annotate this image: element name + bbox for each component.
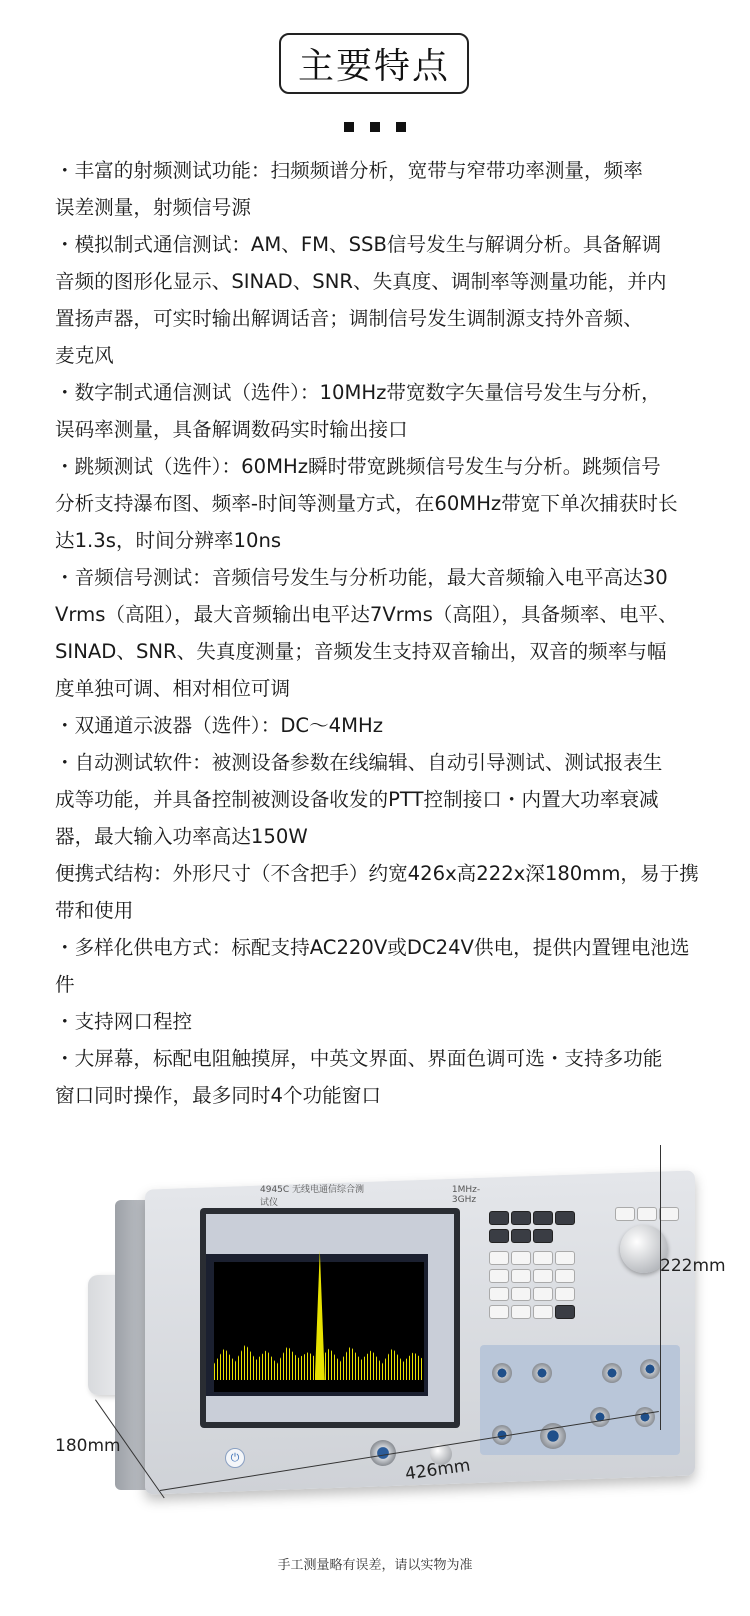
keypad-key bbox=[511, 1211, 531, 1225]
keypad-key bbox=[511, 1251, 531, 1265]
feature-item: ・模拟制式通信测试：AM、FM、SSB信号发生与解调分析。具备解调 音频的图形化显示、SINAD、SNR、失真度、调制率等测量功能，并内 置扬声器，可实时输出解调话音；调制信号发生调制源支持外音频、 麦克风 bbox=[55, 233, 667, 367]
keypad-key bbox=[555, 1269, 575, 1283]
keypad-key bbox=[615, 1207, 635, 1221]
decorative-dots bbox=[344, 122, 406, 132]
feature-item: ・丰富的射频测试功能：扫频频谱分析，宽带与窄带功率测量，频率 误差测量，射频信号源 bbox=[55, 159, 643, 219]
screen-top-panel bbox=[206, 1214, 454, 1254]
dot bbox=[396, 122, 406, 132]
device-freq-label: 1MHz-3GHz bbox=[451, 1185, 481, 1205]
keypad-key bbox=[511, 1287, 531, 1301]
keypad-key bbox=[489, 1251, 509, 1265]
feature-item: ・音频信号测试：音频信号发生与分析功能，最大音频输入电平高达30 Vrms（高阻），最大音频输出电平达7Vrms（高阻），具备频率、电平、 SINAD、SNR、失真度测量；音频发生支持双音输出，双音的频率与幅 度单独可调、相对相位可调 bbox=[55, 566, 678, 700]
keypad-key bbox=[511, 1269, 531, 1283]
keypad-key bbox=[533, 1251, 553, 1265]
keypad-key bbox=[489, 1305, 509, 1319]
keypad-key bbox=[533, 1269, 553, 1283]
depth-dimension-label: 180mm bbox=[55, 1436, 121, 1456]
connector-port bbox=[492, 1363, 512, 1383]
device-model-strip bbox=[160, 1185, 500, 1208]
feature-list bbox=[55, 152, 725, 1114]
keypad-key bbox=[489, 1211, 509, 1225]
power-icon: ⏻ bbox=[225, 1448, 245, 1468]
spectrum-display bbox=[214, 1262, 424, 1392]
feature-item: ・自动测试软件：被测设备参数在线编辑、自动引导测试、测试报表生 成等功能，并具备控制被测设备收发的PTT控制接口・内置大功率衰减 器，最大输入功率高达150W bbox=[55, 751, 663, 848]
connector-port bbox=[532, 1363, 552, 1383]
keypad-key bbox=[511, 1305, 531, 1319]
feature-item: ・数字制式通信测试（选件）：10MHz带宽数字矢量信号发生与分析， 误码率测量，具备解调数码实时输出接口 bbox=[55, 381, 661, 441]
feature-item: ・双通道示波器（选件）：DC～4MHz bbox=[55, 714, 384, 737]
feature-item: 便携式结构：外形尺寸（不含把手）约宽426x高222x深180mm，易于携 带和使用 bbox=[55, 862, 699, 922]
keypad-key bbox=[659, 1207, 679, 1221]
keypad-key bbox=[489, 1287, 509, 1301]
keypad-key bbox=[555, 1211, 575, 1225]
keypad-key bbox=[489, 1229, 509, 1243]
keypad-key bbox=[533, 1211, 553, 1225]
keypad-key bbox=[555, 1287, 575, 1301]
height-dimension-label: 222mm bbox=[660, 1256, 726, 1276]
keypad-key bbox=[555, 1251, 575, 1265]
page-title: 主要特点 bbox=[279, 33, 469, 94]
keypad-key bbox=[555, 1305, 575, 1319]
connector-port bbox=[640, 1359, 660, 1379]
keypad-key bbox=[511, 1229, 531, 1243]
connector-port bbox=[635, 1407, 655, 1427]
device-screen bbox=[206, 1214, 454, 1422]
io-connector-panel bbox=[480, 1345, 680, 1455]
device-model-label: 4945C 无线电通信综合测试仪 bbox=[260, 1185, 365, 1208]
device-screen-frame bbox=[200, 1208, 460, 1428]
screen-bottom-bar bbox=[206, 1396, 428, 1422]
device-illustration bbox=[40, 1160, 750, 1540]
feature-item: ・大屏幕，标配电阻触摸屏，中英文界面、界面色调可选・支持多功能 窗口同时操作，最多同时4个功能窗口 bbox=[55, 1047, 663, 1107]
feature-item: ・支持网口程控 bbox=[55, 1010, 193, 1033]
keypad-key bbox=[533, 1287, 553, 1301]
dot bbox=[344, 122, 354, 132]
measurement-disclaimer: 手工测量略有误差，请以实物为准 bbox=[277, 1558, 473, 1573]
dot bbox=[370, 122, 380, 132]
width-dimension-label: 426mm bbox=[403, 1455, 472, 1485]
keypad-key bbox=[637, 1207, 657, 1221]
connector-port bbox=[602, 1363, 622, 1383]
height-dimension-line bbox=[660, 1145, 661, 1430]
screen-side-menu bbox=[428, 1254, 454, 1422]
feature-item: ・多样化供电方式：标配支持AC220V或DC24V供电，提供内置锂电池选 件 bbox=[55, 936, 690, 996]
keypad-key bbox=[533, 1305, 553, 1319]
feature-item: ・跳频测试（选件）：60MHz瞬时带宽跳频信号发生与分析。跳频信号 分析支持瀑布图、频率-时间等测量方式，在60MHz带宽下单次捕获时长 达1.3s，时间分辨率10ns bbox=[55, 455, 678, 552]
connector-port bbox=[590, 1407, 610, 1427]
keypad-key bbox=[489, 1269, 509, 1283]
spectrum-peak bbox=[315, 1250, 325, 1380]
keypad-key bbox=[533, 1229, 553, 1243]
